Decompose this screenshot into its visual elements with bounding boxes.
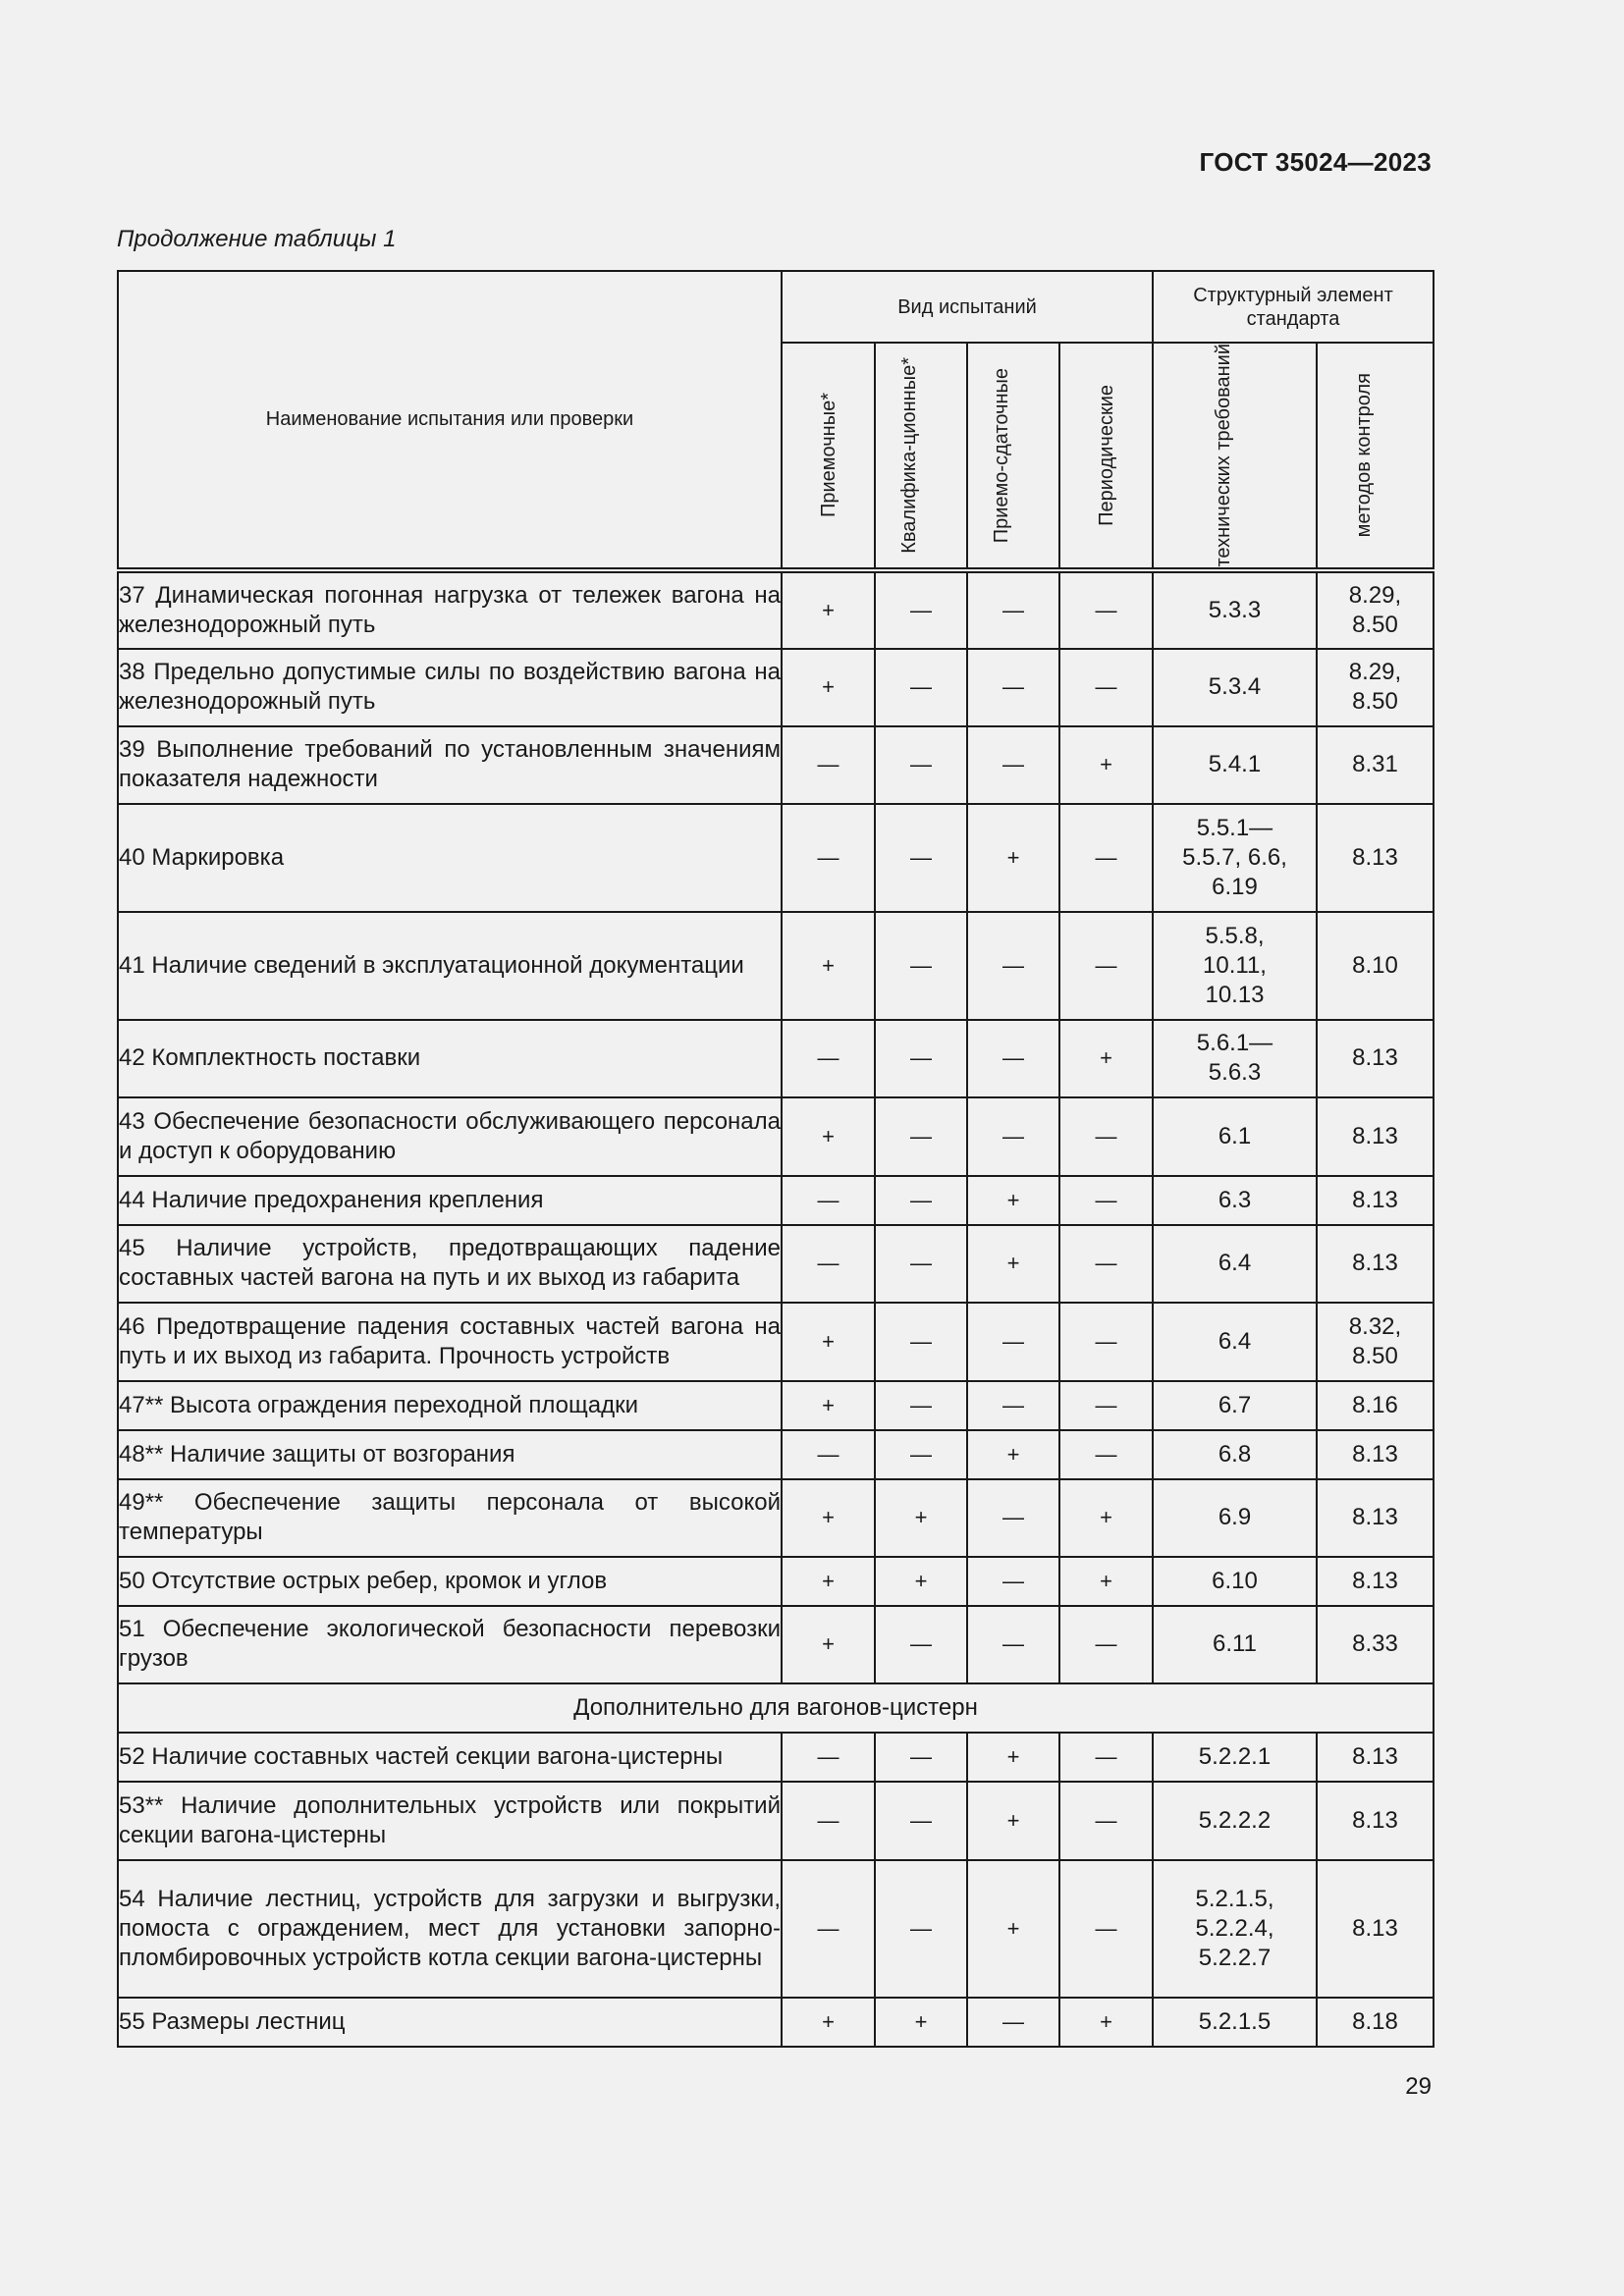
control-method-ref: 8.29, 8.50: [1317, 649, 1434, 726]
tech-requirement-ref: 6.4: [1153, 1225, 1317, 1303]
mark-periodic: —: [1059, 1097, 1153, 1176]
mark-qualification: —: [875, 1176, 967, 1225]
mark-acceptance: —: [782, 1860, 875, 1998]
mark-qualification: +: [875, 1998, 967, 2047]
table-row: [118, 804, 1434, 912]
tech-requirement-ref: 6.8: [1153, 1430, 1317, 1479]
row-name: 54 Наличие лестниц, устройств для загрузки и выгрузки, помоста с ограждением, мест для установки запорно-пломбировочных устройств котла секции вагона-цистерны: [118, 1860, 782, 1998]
tech-requirement-ref: 5.5.1— 5.5.7, 6.6, 6.19: [1153, 804, 1317, 912]
mark-periodic: +: [1059, 726, 1153, 804]
mark-acceptance: —: [782, 1430, 875, 1479]
mark-qualification: —: [875, 1303, 967, 1381]
row-name: 53** Наличие дополнительных устройств или покрытий секции вагона-цистерны: [118, 1782, 782, 1860]
mark-delivery: —: [967, 1020, 1059, 1097]
row-name: 39 Выполнение требований по установленным значениям показателя надежности: [118, 726, 782, 804]
table-row: [118, 1479, 1434, 1557]
row-name: 52 Наличие составных частей секции вагона-цистерны: [118, 1733, 782, 1782]
table-row: [118, 726, 1434, 804]
row-name: 50 Отсутствие острых ребер, кромок и углов: [118, 1557, 782, 1606]
tech-requirement-ref: 5.2.2.2: [1153, 1782, 1317, 1860]
table-row: [118, 1557, 1434, 1606]
control-method-ref: 8.18: [1317, 1998, 1434, 2047]
mark-qualification: —: [875, 804, 967, 912]
mark-delivery: —: [967, 1557, 1059, 1606]
tech-requirement-ref: 5.2.1.5: [1153, 1998, 1317, 2047]
control-method-ref: 8.13: [1317, 1557, 1434, 1606]
mark-periodic: +: [1059, 1998, 1153, 2047]
table-row: [118, 1097, 1434, 1176]
mark-qualification: —: [875, 1606, 967, 1683]
mark-acceptance: +: [782, 1606, 875, 1683]
mark-periodic: +: [1059, 1479, 1153, 1557]
tests-table: [117, 270, 1435, 2048]
section-title: Дополнительно для вагонов-цистерн: [118, 1683, 1434, 1733]
control-method-ref: 8.33: [1317, 1606, 1434, 1683]
mark-periodic: —: [1059, 1860, 1153, 1998]
mark-delivery: +: [967, 1860, 1059, 1998]
mark-qualification: —: [875, 912, 967, 1020]
table-row: [118, 912, 1434, 1020]
tech-requirement-ref: 5.3.4: [1153, 649, 1317, 726]
header-periodic: Периодические: [1059, 343, 1153, 570]
table-row: [118, 1860, 1434, 1998]
mark-periodic: —: [1059, 804, 1153, 912]
tech-requirement-ref: 5.2.1.5, 5.2.2.4, 5.2.2.7: [1153, 1860, 1317, 1998]
mark-acceptance: —: [782, 804, 875, 912]
header-name: Наименование испытания или проверки: [118, 271, 782, 570]
mark-acceptance: —: [782, 1225, 875, 1303]
tech-requirement-ref: 5.4.1: [1153, 726, 1317, 804]
mark-delivery: +: [967, 1176, 1059, 1225]
tech-requirement-ref: 6.11: [1153, 1606, 1317, 1683]
mark-acceptance: +: [782, 1303, 875, 1381]
table-row: [118, 1998, 1434, 2047]
control-method-ref: 8.13: [1317, 1430, 1434, 1479]
header-acceptance: Приемочные*: [782, 343, 875, 570]
row-name: 55 Размеры лестниц: [118, 1998, 782, 2047]
tech-requirement-ref: 6.3: [1153, 1176, 1317, 1225]
tech-requirement-ref: 6.9: [1153, 1479, 1317, 1557]
table-caption: Продолжение таблицы 1: [117, 226, 397, 252]
control-method-ref: 8.13: [1317, 1860, 1434, 1998]
mark-periodic: —: [1059, 1225, 1153, 1303]
mark-delivery: —: [967, 1381, 1059, 1430]
mark-acceptance: +: [782, 1381, 875, 1430]
mark-acceptance: —: [782, 726, 875, 804]
header-test-kind-group: Вид испытаний: [782, 271, 1153, 343]
row-name: 41 Наличие сведений в эксплуатационной документации: [118, 912, 782, 1020]
mark-acceptance: +: [782, 1998, 875, 2047]
mark-periodic: —: [1059, 570, 1153, 649]
table-row: [118, 649, 1434, 726]
header-delivery: Приемо-сдаточные: [967, 343, 1059, 570]
mark-qualification: —: [875, 1430, 967, 1479]
mark-delivery: +: [967, 1782, 1059, 1860]
control-method-ref: 8.31: [1317, 726, 1434, 804]
mark-periodic: +: [1059, 1020, 1153, 1097]
tech-requirement-ref: 6.4: [1153, 1303, 1317, 1381]
mark-acceptance: +: [782, 649, 875, 726]
mark-delivery: +: [967, 804, 1059, 912]
row-name: 48** Наличие защиты от возгорания: [118, 1430, 782, 1479]
mark-acceptance: —: [782, 1020, 875, 1097]
mark-qualification: —: [875, 649, 967, 726]
row-name: 45 Наличие устройств, предотвращающих падение составных частей вагона на путь и их выход из габарита: [118, 1225, 782, 1303]
row-name: 37 Динамическая погонная нагрузка от тележек вагона на железнодорожный путь: [118, 570, 782, 649]
mark-qualification: +: [875, 1479, 967, 1557]
control-method-ref: 8.10: [1317, 912, 1434, 1020]
mark-qualification: —: [875, 1733, 967, 1782]
header-structural-group: Структурный элемент стандарта: [1153, 271, 1434, 343]
mark-qualification: —: [875, 1097, 967, 1176]
tech-requirement-ref: 6.1: [1153, 1097, 1317, 1176]
mark-qualification: —: [875, 1381, 967, 1430]
row-name: 47** Высота ограждения переходной площадки: [118, 1381, 782, 1430]
tech-requirement-ref: 5.5.8, 10.11, 10.13: [1153, 912, 1317, 1020]
control-method-ref: 8.13: [1317, 804, 1434, 912]
mark-qualification: —: [875, 1782, 967, 1860]
mark-delivery: —: [967, 1303, 1059, 1381]
page-number: 29: [1405, 2073, 1432, 2100]
row-name: 42 Комплектность поставки: [118, 1020, 782, 1097]
table-row: [118, 1430, 1434, 1479]
mark-periodic: —: [1059, 1303, 1153, 1381]
mark-acceptance: +: [782, 570, 875, 649]
mark-acceptance: +: [782, 1479, 875, 1557]
mark-delivery: —: [967, 912, 1059, 1020]
tech-requirement-ref: 6.10: [1153, 1557, 1317, 1606]
control-method-ref: 8.13: [1317, 1225, 1434, 1303]
row-name: 38 Предельно допустимые силы по воздействию вагона на железнодорожный путь: [118, 649, 782, 726]
table-row: [118, 1020, 1434, 1097]
mark-delivery: +: [967, 1430, 1059, 1479]
row-name: 44 Наличие предохранения крепления: [118, 1176, 782, 1225]
mark-acceptance: —: [782, 1176, 875, 1225]
mark-periodic: —: [1059, 649, 1153, 726]
mark-periodic: —: [1059, 1176, 1153, 1225]
mark-delivery: —: [967, 1479, 1059, 1557]
control-method-ref: 8.13: [1317, 1782, 1434, 1860]
mark-delivery: +: [967, 1225, 1059, 1303]
mark-periodic: —: [1059, 1782, 1153, 1860]
header-control-methods: методов контроля: [1317, 343, 1434, 570]
control-method-ref: 8.32, 8.50: [1317, 1303, 1434, 1381]
row-name: 46 Предотвращение падения составных частей вагона на путь и их выход из габарита. Прочность устройств: [118, 1303, 782, 1381]
table-row: [118, 1303, 1434, 1381]
mark-delivery: —: [967, 649, 1059, 726]
mark-qualification: —: [875, 570, 967, 649]
mark-periodic: —: [1059, 1606, 1153, 1683]
mark-periodic: +: [1059, 1557, 1153, 1606]
table-row: [118, 1782, 1434, 1860]
mark-periodic: —: [1059, 912, 1153, 1020]
tech-requirement-ref: 6.7: [1153, 1381, 1317, 1430]
mark-delivery: —: [967, 1998, 1059, 2047]
mark-qualification: —: [875, 1020, 967, 1097]
tech-requirement-ref: 5.3.3: [1153, 570, 1317, 649]
control-method-ref: 8.13: [1317, 1176, 1434, 1225]
control-method-ref: 8.29, 8.50: [1317, 570, 1434, 649]
mark-qualification: —: [875, 1225, 967, 1303]
section-row: [118, 1683, 1434, 1733]
table-row: [118, 1733, 1434, 1782]
table-row: [118, 1176, 1434, 1225]
row-name: 49** Обеспечение защиты персонала от высокой температуры: [118, 1479, 782, 1557]
mark-delivery: —: [967, 1606, 1059, 1683]
header-tech-requirements: технических требований: [1153, 343, 1317, 570]
mark-acceptance: +: [782, 1097, 875, 1176]
table-row: [118, 1606, 1434, 1683]
control-method-ref: 8.16: [1317, 1381, 1434, 1430]
mark-qualification: —: [875, 726, 967, 804]
mark-delivery: —: [967, 570, 1059, 649]
header-qualification: Квалифика-ционные*: [875, 343, 967, 570]
mark-acceptance: —: [782, 1733, 875, 1782]
tech-requirement-ref: 5.6.1— 5.6.3: [1153, 1020, 1317, 1097]
control-method-ref: 8.13: [1317, 1479, 1434, 1557]
mark-delivery: +: [967, 1733, 1059, 1782]
control-method-ref: 8.13: [1317, 1020, 1434, 1097]
table-row: [118, 1225, 1434, 1303]
mark-qualification: —: [875, 1860, 967, 1998]
row-name: 40 Маркировка: [118, 804, 782, 912]
mark-delivery: —: [967, 726, 1059, 804]
control-method-ref: 8.13: [1317, 1733, 1434, 1782]
mark-periodic: —: [1059, 1381, 1153, 1430]
mark-acceptance: —: [782, 1782, 875, 1860]
row-name: 51 Обеспечение экологической безопасности перевозки грузов: [118, 1606, 782, 1683]
mark-qualification: +: [875, 1557, 967, 1606]
row-name: 43 Обеспечение безопасности обслуживающего персонала и доступ к оборудованию: [118, 1097, 782, 1176]
tech-requirement-ref: 5.2.2.1: [1153, 1733, 1317, 1782]
mark-acceptance: +: [782, 1557, 875, 1606]
control-method-ref: 8.13: [1317, 1097, 1434, 1176]
document-code: ГОСТ 35024—2023: [1199, 147, 1432, 177]
mark-periodic: —: [1059, 1430, 1153, 1479]
mark-acceptance: +: [782, 912, 875, 1020]
table-row: [118, 1381, 1434, 1430]
table-row: [118, 570, 1434, 649]
mark-periodic: —: [1059, 1733, 1153, 1782]
mark-delivery: —: [967, 1097, 1059, 1176]
